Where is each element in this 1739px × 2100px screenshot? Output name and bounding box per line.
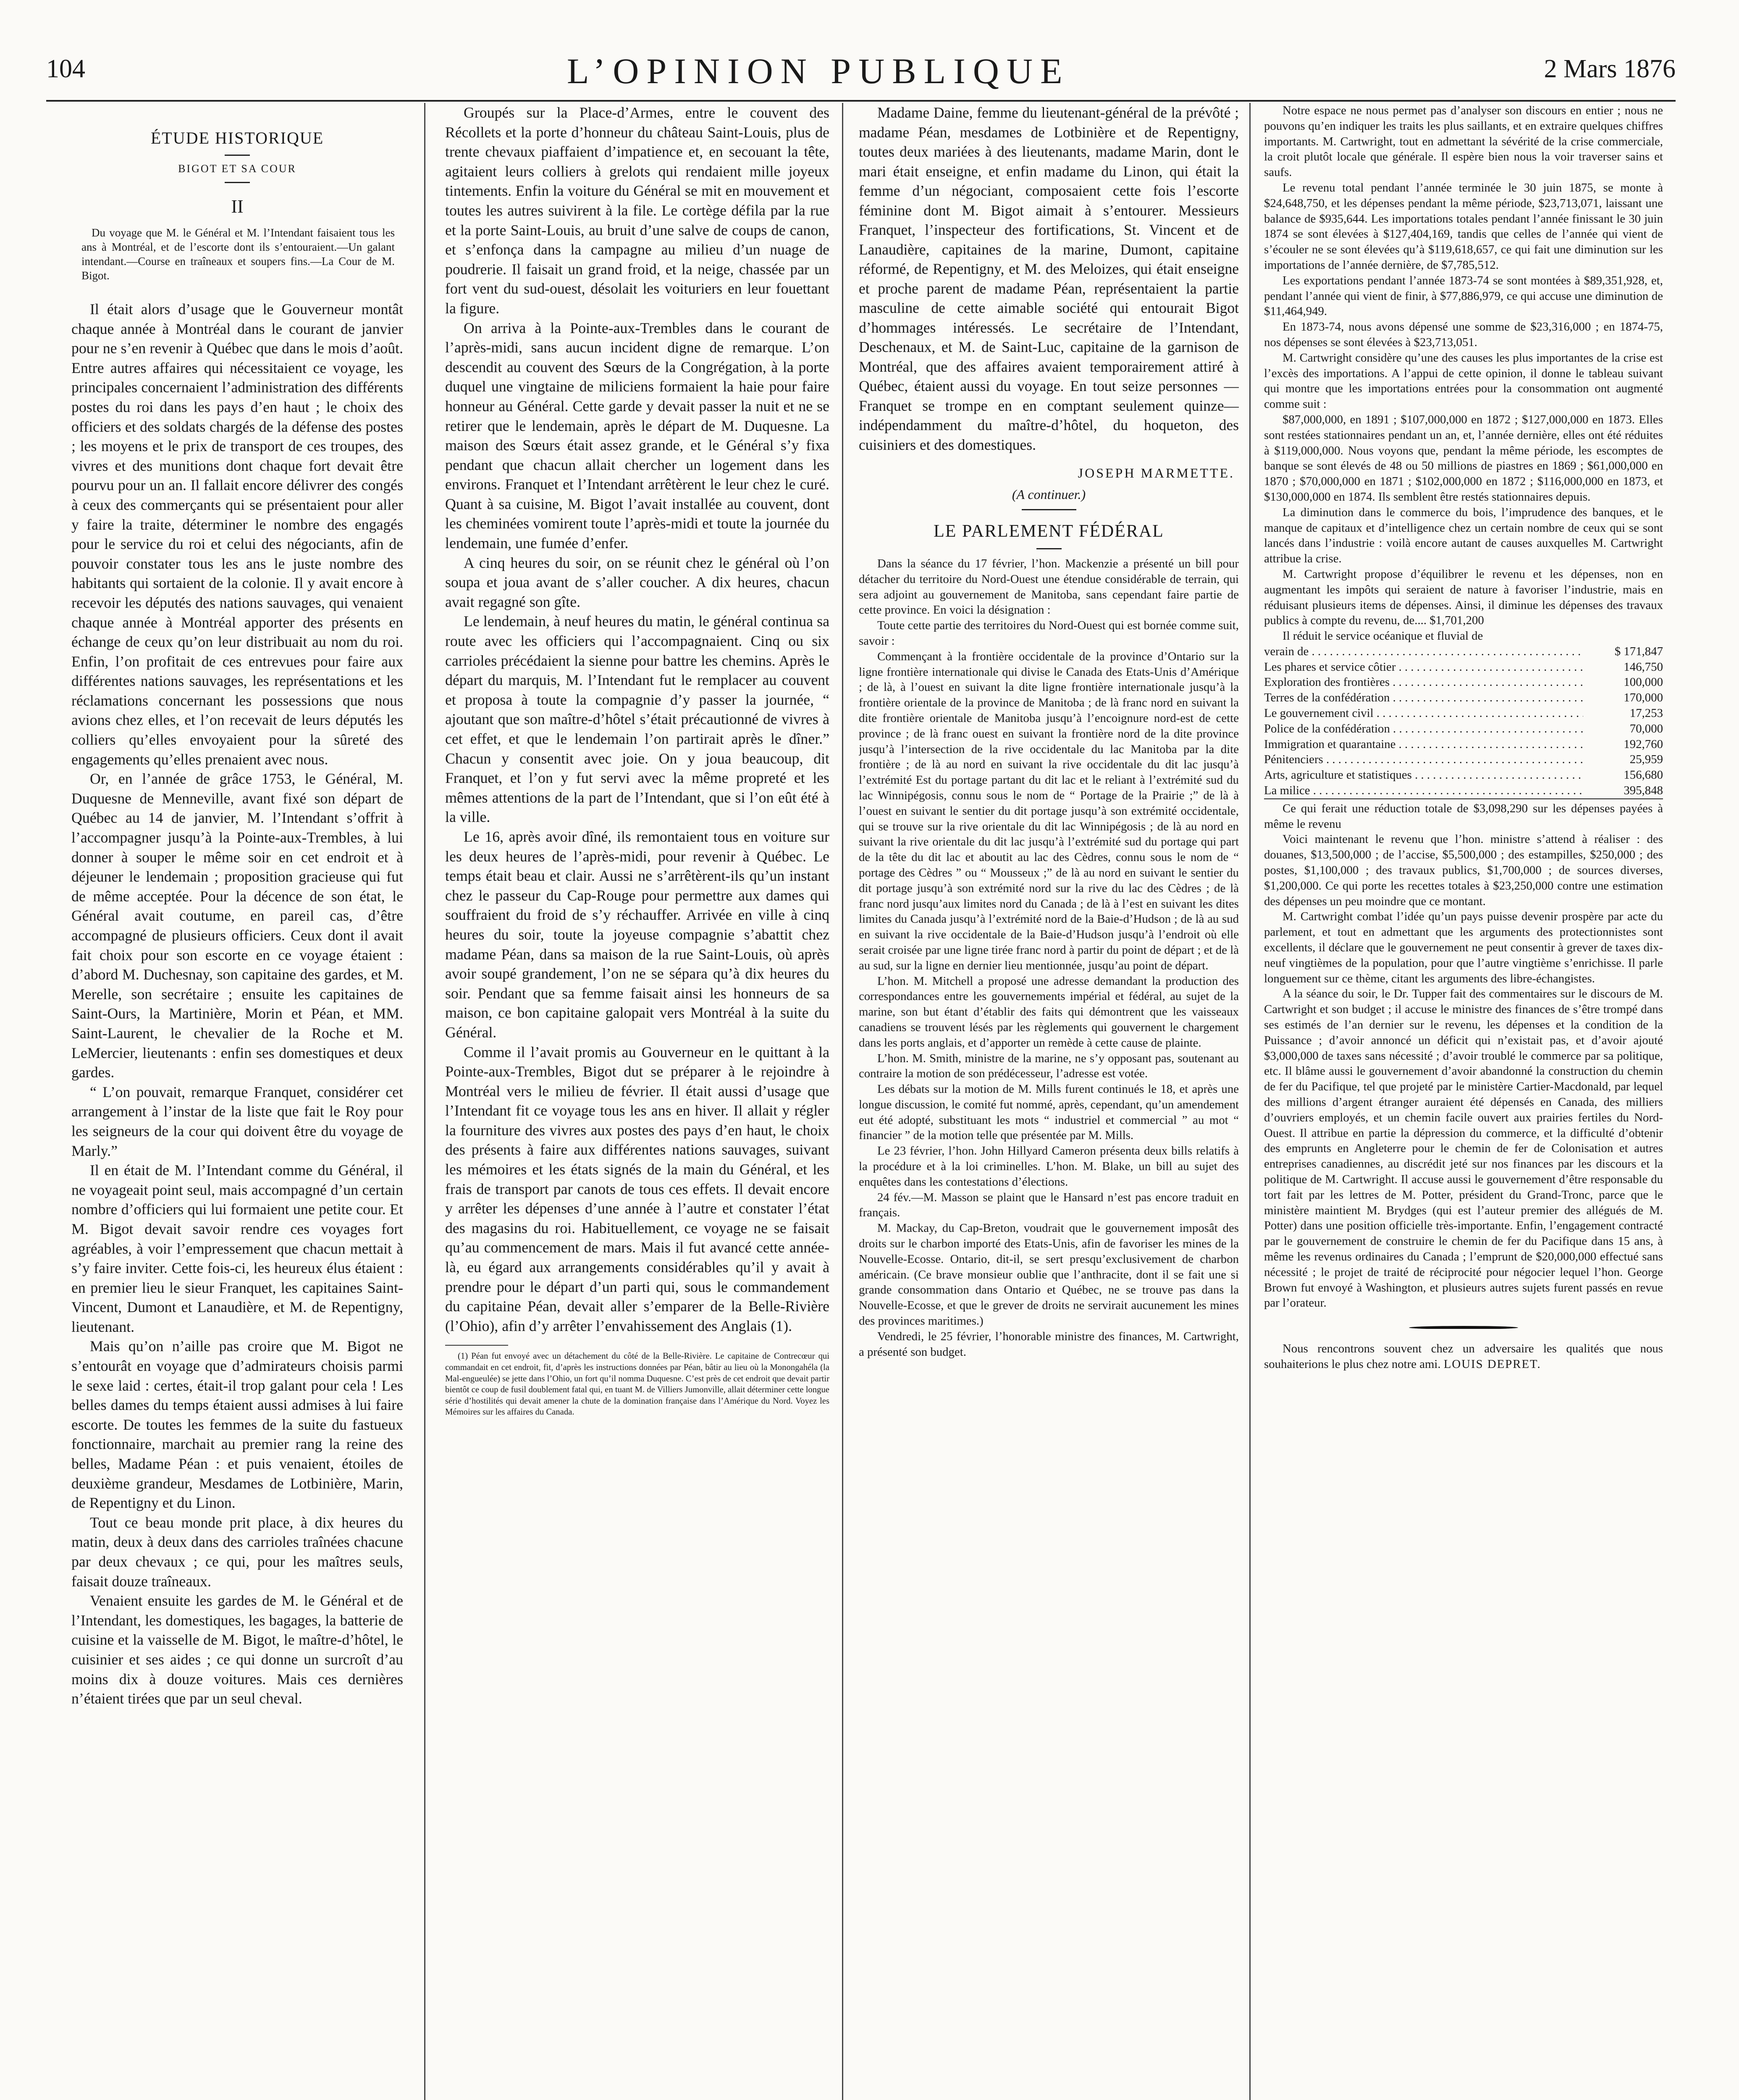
column-divider	[1249, 103, 1251, 2100]
budget-label: Pénitenciers . . .	[1264, 752, 1583, 767]
paragraph: Madame Daine, femme du lieutenant-général de la prévôté ; madame Péan, mesdames de Lotbinière et de Repentigny, toutes deux mariées à des lieutenants, madame Marin, dont le mari était enseigne, et enfin madame du Linon, qui était la femme d’un négociant, composaient cette fois l’escorte féminine dont M. Bigot aimait à s’entourer. Messieurs Franquet, l’inspecteur des fortifications, St. Vincent et de Lanaudière, capitaines de la marine, Dumont, capitaine réformé, de Repentigny, et M. des Meloizes, qui était enseigne et proche parent de madame Péan, représentaient la partie masculine de cette aimable société qui entourait Bigot d’hommages intéressés. Le secrétaire de l’Intendant, Deschenaux, et M. de Saint-Luc, capitaine de la garnison de Montréal, que des affaires avaient temporairement attiré à Québec, étaient aussi du voyage. En tout seize personnes — Franquet se trompe en en comptant seulement quinze—indépendamment du maître-d’hôtel, du hoqueton, des cuisiniers et des domestiques.	[859, 104, 1239, 453]
paragraph: Comme il l’avait promis au Gouverneur en le quittant à la Pointe-aux-Trembles, Bigot dut se préparer à le rejoindre à Montréal vers le milieu de février. Il était aussi d’usage que l’Intendant fit ce voyage tous les ans en hiver. Il allait y régler la fourniture des vivres aux postes des pays d’en haut, le choix des présents à faire aux différentes nations sauvages, suivant les mémoires et les états signés de la main du Général, et les frais de transport par canots de tous ces effets. Il devait encore y arrêter les dépenses d’une année à l’autre et constater l’état des magasins du roi. Habituellement, ce voyage ne se faisait qu’au commencement de mars. Mais il fut avancé cette année-là, eu égard aux arrangements considérables qu’il y avait à prendre pour le départ d’un parti qui, sous le commandement du capitaine Péan, devait aller s’emparer de la Belle-Rivière (l’Ohio), afin d’y arrêter l’envahissement des Anglais (1).	[445, 1043, 829, 1334]
paragraph: A la séance du soir, le Dr. Tupper fait des commentaires sur le discours de M. Cartwright et son budget ; il accuse le ministre des finances de s’être trompé dans ses estimés de l’an dernier sur le revenu, les dépenses et la condition de la Puissance ; d’avoir annoncé un déficit qui n’existait pas, et d’avoir ajouté $3,000,000 de taxes sans nécessité ; d’avoir troublé le commerce par sa politique, etc. Il blâme aussi le gouvernement d’avoir abandonné la construction du chemin de fer du Pacifique, tel que projeté par le ministère Cartier-Macdonald, par lequel des millions d’argent étranger auraient été dépensés en Canada, des milliers d’ouvriers employés, et un chemin facile ouvert aux prairies fertiles du Nord-Ouest. Il attribue en partie la dépression du commerce, et la difficulté d’obtenir des emprunts en Angleterre pour le chemin de fer de Colonisation et autres entreprises canadiennes, au discrédit jeté sur nos finances par les discours et la politique de M. Cartwright. Il accuse aussi le gouvernement d’être responsable du tort fait par les lettres de M. Potter, président du Grand-Tronc, parce que le ministère maintient M. Brydges (qui est l’auteur premier des allégués de M. Potter) dans une position officielle très-importante. Enfin, l’engagement contracté par le gouvernement de construire le chemin de fer du Pacifique dans 15 ans, à même les revenus ordinaires du Canada ; l’emprunt de $20,000,000 effectué sans nécessité ; le projet de traité de réciprocité pour négocier lequel l’hon. George Brown fut envoyé à Washington, et plusieurs autres sujets furent passés en revue par l’orateur.	[1264, 987, 1663, 1310]
budget-total: Ce qui ferait une réduction totale de $3,098,290 sur les dépenses payées à même le revenu	[1264, 801, 1663, 831]
masthead-title: L’OPINION PUBLIQUE	[567, 51, 1070, 91]
budget-value: 146,750	[1624, 660, 1663, 674]
budget-label: Le gouvernement civil . . .	[1264, 706, 1583, 721]
budget-label: verain de . . .	[1264, 644, 1583, 659]
issue-date: 2 Mars 1876	[1544, 55, 1676, 83]
paragraph: Le revenu total pendant l’année terminée le 30 juin 1875, se monte à $24,648,750, et les dépenses pendant la même période, $23,713,071, laissant une balance de $935,644. Les importations totales pendant l’année finissant le 30 juin 1874 se sont élevées à $127,404,169, tandis que celles de l’année qui vient de s’écouler ne se sont élevées qu’à $119,618,657, ce qui fait une diminution sur les importations de l’année dernière, de $7,785,512.	[1264, 181, 1663, 272]
paragraph: Le lendemain, à neuf heures du matin, le général continua sa route avec les officiers qui l’accompagnaient. Cinq ou six carrioles précédaient la sienne pour battre les chemins. Après le départ du marquis, M. l’Intendant fut le remplacer au couvent et proposa à toute la compagnie d’y passer la journée, “ ajoutant que son maître-d’hôtel s’était précautionné de vivres à cet effet, et que le lendemain l’on partirait après le dîner.” Chacun y consentit avec joie. On y joua beaucoup, dit Franquet, et l’on y fut servi avec la même propreté et les mêmes attentions de la part de l’Intendant, que si l’on eût été à la ville.	[445, 613, 829, 826]
chapter-number: II	[231, 196, 244, 217]
chapter-summary: Du voyage que M. le Général et M. l’Intendant faisaient tous les ans à Montréal, et de l’escorte dont ils s’entouraient.—Un galant intendant.—Course en traîneaux et soupers fins.—La Cour de M. Bigot.	[81, 226, 395, 282]
closing-author: LOUIS DEPRET.	[1443, 1357, 1541, 1371]
budget-label: Arts, agriculture et statistiques . . .	[1264, 767, 1583, 783]
to-be-continued: (A continuer.)	[1012, 487, 1086, 502]
paragraph: Venaient ensuite les gardes de M. le Général et de l’Intendant, les domestiques, les bagages, la batterie de cuisine et la vaisselle de M. Bigot, le maître-d’hôtel, le cuisinier et ses aides ; ce qui donne un surcroît d’au moins dix à douze voitures. Mais ces dernières n’étaient tirées que par un seul cheval.	[71, 1592, 403, 1707]
paragraph: En 1873-74, nous avons dépensé une somme de $23,316,000 ; en 1874-75, nos dépenses se sont élevées à $23,713,051.	[1264, 320, 1663, 349]
budget-label: La milice . . .	[1264, 783, 1583, 798]
budget-value: 70,000	[1629, 722, 1663, 735]
article-title: LE PARLEMENT FÉDÉRAL	[934, 522, 1164, 541]
budget-label: Police de la confédération . . .	[1264, 721, 1583, 737]
paragraph: L’hon. M. Mitchell a proposé une adresse demandant la production des correspondances entre les gouvernements impérial et fédéral, au sujet de la marine, son but étant d’établir des faits qui démontrent que les vaisseaux canadiens se trouvent lésés par les règlements qui gouvernent le chargement dans les ports anglais, et d’apporter un remède à cette cause de plainte.	[859, 974, 1239, 1050]
paragraph: Toute cette partie des territoires du Nord-Ouest qui est bornée comme suit, savoir :	[859, 619, 1239, 648]
title-dash	[225, 182, 250, 183]
ornamental-rule	[1409, 1326, 1518, 1329]
budget-label: Immigration et quarantaine . . .	[1264, 737, 1583, 752]
paragraph: Le 16, après avoir dîné, ils remontaient tous en voiture sur les deux heures de l’après-midi, pour revenir à Québec. Le temps était beau et clair. Aussi ne s’arrêtèrent-ils qu’un instant chez le passeur du Cap-Rouge pour permettre aux dames qui souffraient du froid de s’y réchauffer. Arrivée en ville à cinq heures du soir, toute la joyeuse compagnie s’abattit chez madame Péan, dans sa maison de la rue Saint-Louis, où après avoir soupé grandement, l’on ne se sépara qu’à dix heures du soir. Pendant que sa femme faisait ainsi les honneurs de sa maison, ce bon capitaine galopait vers Montréal à la suite du Général.	[445, 828, 829, 1041]
budget-row	[1264, 690, 1663, 706]
paragraph: Les débats sur la motion de M. Mills furent continués le 18, et après une longue discussion, le comité fut nommé, après, cependant, qu’un amendement eut été adopté, substituant les mots “ industriel et commercial ” au mot “ financier ” de la motion telle que présentée par M. Mills.	[859, 1082, 1239, 1142]
budget-label: Exploration des frontières . . .	[1264, 675, 1583, 690]
budget-value: $ 171,847	[1614, 644, 1663, 658]
author-signature: JOSEPH MARMETTE.	[1078, 465, 1235, 480]
budget-value: 100,000	[1624, 675, 1663, 689]
paragraph: M. Cartwright combat l’idée qu’un pays puisse devenir prospère par acte du parlement, et tout en admettant que les arguments des protectionnistes sont excellents, il déclare que le gouvernement ne peut consentir à grever de taxes dix-neuf vingtièmes de la population, pour que l’autre vingtième s’enrichisse. Il parle longuement sur ce thème, citant les arguments des libre-échangistes.	[1264, 910, 1663, 985]
budget-label: Les phares et service côtier . . .	[1264, 659, 1583, 675]
paragraph: “ L’on pouvait, remarque Franquet, considérer cet arrangement à l’instar de la liste que fait le Roy pour les seigneurs de la cour qui doivent être du voyage de Marly.”	[71, 1083, 403, 1159]
paragraph: $87,000,000, en 1891 ; $107,000,000 en 1872 ; $127,000,000 en 1873. Elles sont restées stationnaires pendant un an, et, l’année dernière, elles ont été réduites à $119,000,000. Nous voyons que, pendant la même période, les escomptes de banque se sont élevés de 48 ou 50 millions de piastres en 1869 ; $61,000,000 en 1870 ; $70,000,000 en 1871 ; $102,000,000 en 1872 ; $116,000,000 en 1873, et $130,000,000 en 1874. Ils semblent être restés stationnaires depuis.	[1264, 412, 1663, 504]
budget-row	[1264, 644, 1663, 659]
budget-row	[1264, 767, 1663, 783]
section-title: ÉTUDE HISTORIQUE	[150, 129, 324, 147]
budget-value: 170,000	[1624, 691, 1663, 705]
budget-value: 156,680	[1624, 768, 1663, 782]
column-divider	[842, 103, 843, 2100]
budget-row	[1264, 721, 1663, 737]
paragraph: Les exportations pendant l’année 1873-74 se sont montées à $89,351,928, et, pendant l’année qui vient de finir, à $77,886,979, ce qui accuse une diminution de $11,464,949.	[1264, 273, 1663, 318]
budget-row	[1264, 659, 1663, 675]
paragraph: Vendredi, le 25 février, l’honorable ministre des finances, M. Cartwright, a présenté son budget.	[859, 1329, 1239, 1359]
paragraph: Dans la séance du 17 février, l’hon. Mackenzie a présenté un bill pour détacher du territoire du Nord-Ouest une étendue considérable de terrain, qui sera adjoint au gouvernement de Manitoba, sans cependant faire partie de cette province. En voici la désignation :	[859, 557, 1239, 617]
budget-value: 25,959	[1629, 753, 1663, 766]
header-rule	[46, 100, 1676, 102]
article-separator	[1022, 509, 1076, 510]
column-divider	[424, 103, 425, 2100]
paragraph: Voici maintenant le revenu que l’hon. ministre s’attend à réaliser : des douanes, $13,500,000 ; de l’accise, $5,500,000 ; des estampilles, $250,000 ; des postes, $1,100,000 ; des travaux publics, $1,700,000 ; de sources diverses, $1,200,000. Ce qui porte les recettes totales à $23,250,000 contre une estimation des dépenses un peu moindre que ce montant.	[1264, 832, 1663, 908]
budget-row	[1264, 783, 1663, 799]
budget-value: 192,760	[1624, 737, 1663, 751]
paragraph: M. Cartwright propose d’équilibrer le revenu et les dépenses, non en augmentant les impôts qui seraient de nature à favoriser l’industrie, mais en réduisant plusieurs items de dépenses. Ainsi, il diminue les dépenses des travaux publics à compte du revenu, de.... $1,701,200	[1264, 567, 1663, 627]
budget-label: Terres de la confédération . . .	[1264, 690, 1583, 706]
column-1	[71, 103, 403, 2100]
paragraph: Notre espace ne nous permet pas d’analyser son discours en entier ; nous ne pouvons qu’en indiquer les traits les plus saillants, et en extraire quelques chiffres importants. M. Cartwright, tout en admettant la sévérité de la crise commerciale, la croit plutôt locale que générale. Il espère bien nous la voir traverser sains et saufs.	[1264, 104, 1663, 179]
budget-row	[1264, 706, 1663, 721]
paragraph: M. Mackay, du Cap-Breton, voudrait que le gouvernement imposât des droits sur le charbon importé des Etats-Unis, afin de favoriser les mines de la Nouvelle-Ecosse. Ontario, dit-il, se sert presqu’exclusivement de charbon américain. (Ce brave monsieur oublie que l’anthracite, dont il se fait une si grande consommation dans Ontario et Québec, ne se trouve pas dans la Nouvelle-Ecosse, et que le grever de droits ne servirait aucunement les mines des provinces maritimes.)	[859, 1221, 1239, 1328]
page-header	[46, 52, 1676, 99]
column-2	[445, 103, 829, 2100]
paragraph: Il était alors d’usage que le Gouverneur montât chaque année à Montréal dans le courant de janvier pour ne s’en revenir à Québec que dans le mois d’août. Entre autres affaires qui nécessitaient ce voyage, les principales concernaient l’administration des différents postes du roi dans les pays d’en haut ; le choix des officiers et des soldats chargés de la défense des postes ; les moyens et le prix de transport de ces troupes, des vivres et des munitions dont chaque fort devait être pourvu pour un an. Il fallait encore délivrer des congés à ceux des commerçants qui se présentaient pour aller y faire la traite, déterminer le nombre des engagés pour le service du roi et celui des négociants, afin de pouvoir constater tous les ans le juste nombre des habitants qui sortaient de la colonie. Il y avait encore à recevoir les députés des nations sauvages, qui venaient chaque année à Montréal apporter des présents en échange de ceux qu’on leur distribuait au nom du roi. Enfin, l’on profitait de ces entrevues pour faire aux différentes nations sauvages, les représentations et les réclamations concernant les possessions que nous avions chez elles, et l’on recevait de leurs députés les colliers qu’elles envoyaient pour la sûreté des engagements qu’elles prenaient avec nous.	[71, 301, 403, 768]
paragraph: A cinq heures du soir, on se réunit chez le général où l’on soupa et joua avant de s’aller coucher. A dix heures, chacun avait regagné son gîte.	[445, 554, 829, 610]
paragraph: M. Cartwright considère qu’une des causes les plus importantes de la crise est l’excès des importations. A l’appui de cette opinion, il donne le tableau suivant qui montre que les importations entrées pour la consommation ont augmenté comme suit :	[1264, 351, 1663, 411]
budget-row	[1264, 675, 1663, 690]
paragraph: La diminution dans le commerce du bois, l’imprudence des banques, et le manque de capitaux et d’intelligence chez un certain nombre de ceux qui se sont lancés dans l’industrie : voilà encore autant de causes auxquelles M. Cartwright attribue la crise.	[1264, 505, 1663, 566]
paragraph: 24 fév.—M. Masson se plaint que le Hansard n’est pas encore traduit en français.	[859, 1190, 1239, 1220]
title-dash	[225, 155, 250, 156]
section-subtitle: BIGOT ET SA COUR	[178, 163, 296, 175]
paragraph: L’hon. M. Smith, ministre de la marine, ne s’y opposant pas, soutenant au contraire la motion de son prédécesseur, l’adresse est votée.	[859, 1051, 1239, 1081]
closing-quote	[1264, 1341, 1663, 1372]
budget-value: 395,848	[1624, 784, 1663, 798]
budget-row	[1264, 737, 1663, 752]
column-3	[859, 103, 1239, 2100]
paragraph: Groupés sur la Place-d’Armes, entre le couvent des Récollets et la porte d’honneur du château Saint-Louis, plus de trente chevaux piaffaient d’impatience et, en secouant la tête, agitaient leurs colliers à grelots qui rendaient mille joyeux tintements. Enfin la voiture du Général se mit en mouvement et toutes les autres suivirent à la file. Le cortège défila par la rue et la porte Saint-Louis, au bruit d’une salve de coups de canon, et s’enfonça dans la campagne au milieu d’un nuage de poudrerie. Il faisait un grand froid, et la neige, chassée par un fort vent du sud-ouest, désolait les voituriers en leur fouettant la figure.	[445, 104, 829, 317]
paragraph: Mais qu’on n’aille pas croire que M. Bigot ne s’entourât en voyage que d’admirateurs choisis parmi le sexe laid : certes, était-il trop galant pour cela ! Les belles dames du temps étaient aussi admises à lui faire escorte. De toutes les femmes de la suite du fastueux fonctionnaire, marchait au premier rang la reine des belles, Madame Péan : et puis venaient, étoiles de deuxième grandeur, Mesdames de Lotbinière, Marin, de Repentigny et du Linon.	[71, 1338, 403, 1512]
paragraph: Il réduit le service océanique et fluvial de	[1283, 629, 1483, 643]
paragraph: Or, en l’année de grâce 1753, le Général, M. Duquesne de Menneville, avant fixé son départ de Québec au 14 de janvier, M. l’Intendant s’offrit à l’accompagner jusqu’à la Pointe-aux-Trembles, à lui donner à souper le même soir en cet endroit et à déjeuner le lendemain ; proposition gracieuse qui fut de même acceptée. Pour la décence de son état, le Général avait coutume, en pareil cas, d’être accompagné de plusieurs officiers. Ceux dont il avait fait choix pour son escorte en ce voyage étaient : d’abord M. Duchesnay, son capitaine des gardes, et M. Merelle, son secrétaire ; ensuite les capitaines de Saint-Ours, la Martinière, Morin et Péan, et MM. Saint-Laurent, le chevalier de la Roche et M. LeMercier, lieutenants : enfin ses domestiques et deux gardes.	[71, 770, 403, 1081]
paragraph: Le 23 février, l’hon. John Hillyard Cameron présenta deux bills relatifs à la procédure et à la loi criminelles. L’hon. M. Blake, un bill au sujet des enquêtes dans les contestations d’élections.	[859, 1144, 1239, 1189]
budget-value: 17,253	[1629, 706, 1663, 720]
footnote-rule	[445, 1345, 508, 1346]
budget-row	[1264, 752, 1663, 767]
column-4	[1264, 103, 1663, 2100]
paragraph: Il en était de M. l’Intendant comme du Général, il ne voyageait point seul, mais accompagné d’un certain nombre d’officiers qui lui formaient une petite cour. Et M. Bigot devait savoir rendre ces voyages fort agréables, à voir l’empressement que chacun mettait à s’y faire inviter. Cette fois-ci, les heureux élus étaient : en premier lieu le sieur Franquet, les capitaines Saint-Vincent, Dumont et Lanaudière, et M. de Repentigny, lieutenant.	[71, 1162, 403, 1335]
title-dash	[1036, 548, 1062, 549]
budget-table	[1264, 644, 1663, 799]
paragraph: Tout ce beau monde prit place, à dix heures du matin, deux à deux dans des carrioles traînées chacune par deux chevaux ; ce qui, pour les maîtres seuls, faisait douze traîneaux.	[71, 1514, 403, 1590]
paragraph: Commençant à la frontière occidentale de la province d’Ontario sur la ligne frontière internationale qui divise le Canada des Etats-Unis d’Amérique ; de là, à l’ouest en suivant la dite ligne frontière internationale jusqu’à la frontière orientale de la province de Manitoba ; de là franc nord en suivant la dite frontière orientale de Manitoba jusqu’à l’encoignure nord-est de cette province ; de là franc ouest en suivant la frontière nord de la dite province jusqu’à l’intersection de la rive occidentale du lac Manitoba par la dite frontière ; de là au nord en suivant la rive occidentale du dit lac jusqu’à l’extrémité Est du portage partant du dit lac et le reliant à l’extrémité sud du lac Winnipégosis, connu sous le nom de “ Portage de la Prairie ;” de là à l’ouest en suivant le sentier du dit portage jusqu’à son extrémité occidentale, qui se trouve sur la rive orientale du dit lac Winnipégosis ; de là au nord en suivant la rive orientale du dit lac jusqu’à l’extrémité sud du portage qui part de la tête du dit lac et aboutit au lac des Cèdres, connu sous le nom de “ portage des Cèdres ” ou “ Mousseux ;” de là au nord en suivant le sentier du dit portage jusqu’à son extrémité nord sur la rive du lac des Cèdres ; de là franc nord jusqu’aux limites nord du Canada ; de là à l’est en suivant les dites limites du Canada jusqu’à l’extrémité nord de la Baie-d’Hudson ; de là au sud en suivant la rive occidentale de la Baie-d’Hudson jusqu’à l’endroit où elle serait croisée par une ligne tirée franc nord à partir du point de départ ; et de là au sud, sur la ligne en dernier lieu mentionnée, jusqu’au point de départ.	[859, 649, 1239, 972]
footnote: (1) Péan fut envoyé avec un détachement du côté de la Belle-Rivière. Le capitaine de Contrecœur qui commandait en cet endroit, fit, d’après les instructions données par Péan, bâtir au lieu où la Monongahéla (la Mal-engueulée) se jette dans l’Ohio, un fort qu’il nomma Duquesne. C’est près de cet endroit que devait partir bientôt ce coup de fusil doublement fatal qui, en tuant M. de Villiers Jumonville, allait déterminer cette longue série d’hostilités qui devait amener la chute de la domination française dans l’Amérique du Nord. Voyez les Mémoires sur les affaires du Canada.	[445, 1352, 829, 1417]
page-number: 104	[46, 55, 85, 83]
paragraph: On arriva à la Pointe-aux-Trembles dans le courant de l’après-midi, sans aucun incident digne de remarque. L’on descendit au couvent des Sœurs de la Congrégation, à la porte duquel une vingtaine de miliciens formaient la haie pour faire honneur au Général. Cette garde y devait passer la nuit et ne se retirer que le lendemain, après le départ de M. Duquesne. La maison des Sœurs était assez grande, et le Général s’y fixa pendant que chacun allait chercher un logement dans les environs. Franquet et l’Intendant arrêtèrent le leur chez le curé. Quant à sa cuisine, M. Bigot l’avait installée au couvent, dont les cheminées vomirent toute l’après-midi et toute la journée du lendemain, une fumée d’enfer.	[445, 319, 829, 552]
closing-text: Nous rencontrons souvent chez un adversaire les qualités que nous souhaiterions le plus chez notre ami.	[1264, 1342, 1663, 1371]
